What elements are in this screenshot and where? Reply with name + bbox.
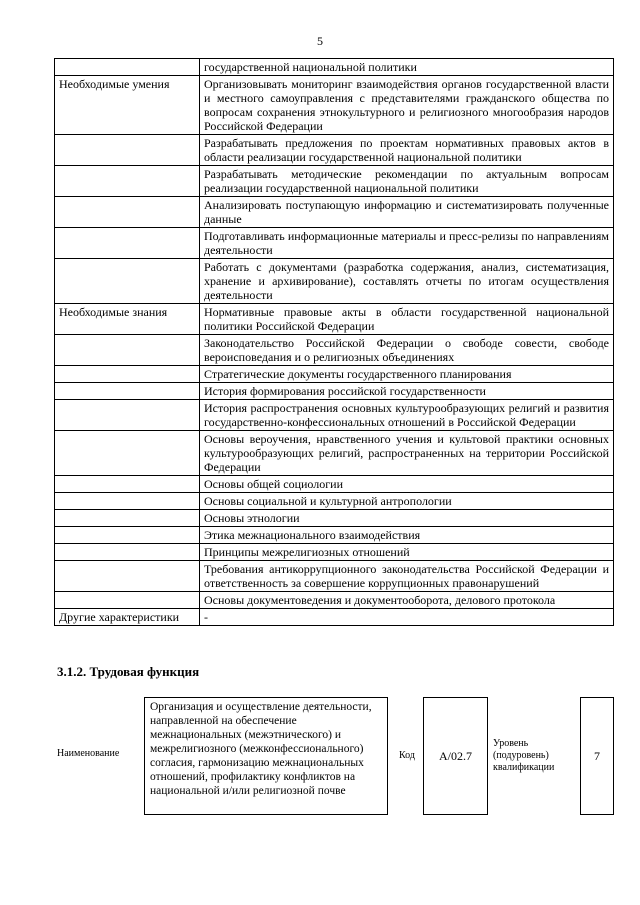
code-value-box — [423, 697, 488, 815]
row-content: Нормативные правовые акты в области государственной национальной политики Российской Федерации — [200, 304, 614, 335]
table-row — [55, 476, 614, 493]
row-content: Организовывать мониторинг взаимодействия органов государственной власти и местного самоуправления с представителями гражданского общества по вопросам сохранения этнокультурного и религиозного многообразия народов Российской Федерации — [200, 76, 614, 135]
section-heading: 3.1.2. Трудовая функция — [57, 664, 200, 679]
code-value: А/02.7 — [439, 748, 472, 763]
table-row — [55, 304, 614, 335]
table-row — [55, 335, 614, 366]
row-content: - — [200, 609, 614, 626]
level-label: Уровень (подуровень) квалификации — [493, 738, 555, 773]
row-content: Основы социальной и культурной антропологии — [200, 493, 614, 510]
table-row — [55, 59, 614, 76]
row-label — [55, 135, 200, 166]
table-row — [55, 76, 614, 135]
row-label — [55, 544, 200, 561]
row-label — [55, 510, 200, 527]
row-label — [55, 366, 200, 383]
row-label — [55, 527, 200, 544]
row-content: Основы общей социологии — [200, 476, 614, 493]
name-label: Наименование — [57, 748, 120, 759]
row-content: История формирования российской государственности — [200, 383, 614, 400]
table-row — [55, 135, 614, 166]
row-content: Анализировать поступающую информацию и систематизировать полученные данные — [200, 197, 614, 228]
competency-table — [54, 58, 614, 626]
row-label — [55, 166, 200, 197]
row-content: Подготавливать информационные материалы и пресс-релизы по направлениям деятельности — [200, 228, 614, 259]
table-row — [55, 561, 614, 592]
row-label — [55, 493, 200, 510]
row-label — [55, 197, 200, 228]
table-row — [55, 544, 614, 561]
row-content: Разрабатывать методические рекомендации по актуальным вопросам реализации государственной национальной политики — [200, 166, 614, 197]
row-label — [55, 259, 200, 304]
row-label — [55, 59, 200, 76]
table-row — [55, 510, 614, 527]
row-content: Основы этнологии — [200, 510, 614, 527]
row-label — [55, 592, 200, 609]
row-content: Принципы межрелигиозных отношений — [200, 544, 614, 561]
row-content: государственной национальной политики — [200, 59, 614, 76]
row-label-knowledge: Необходимые знания — [55, 304, 200, 335]
table-row — [55, 609, 614, 626]
row-label — [55, 561, 200, 592]
row-label — [55, 400, 200, 431]
row-content: Основы документоведения и документооборота, делового протокола — [200, 592, 614, 609]
table-row — [55, 383, 614, 400]
page-number: 5 — [317, 34, 323, 48]
row-content: Требования антикоррупционного законодательства Российской Федерации и ответственность за совершение коррупционных правонарушений — [200, 561, 614, 592]
level-value-box — [580, 697, 614, 815]
table-row — [55, 431, 614, 476]
function-name-box: Организация и осуществление деятельности, направленной на обеспечение межнациональных (межэтнического) и межрелигиозного (межконфессионального) согласия, гармонизацию межнациональных отношений, профилактику конфликтов на национальной и/или религиозной почве — [144, 697, 388, 815]
table-row — [55, 228, 614, 259]
code-label: Код — [399, 750, 415, 761]
row-label-skills: Необходимые умения — [55, 76, 200, 135]
row-content: Стратегические документы государственного планирования — [200, 366, 614, 383]
row-label — [55, 431, 200, 476]
table-row — [55, 400, 614, 431]
table-row — [55, 592, 614, 609]
table-row — [55, 493, 614, 510]
row-label — [55, 228, 200, 259]
table-row — [55, 366, 614, 383]
row-content: Основы вероучения, нравственного учения и культовой практики основных культурообразующих религий, распространенных на территории Российской Федерации — [200, 431, 614, 476]
row-content: Работать с документами (разработка содержания, анализ, систематизация, хранение и архивирование), составлять отчеты по итогам осуществления деятельности — [200, 259, 614, 304]
table-row — [55, 527, 614, 544]
level-value: 7 — [594, 748, 600, 763]
table-row — [55, 197, 614, 228]
row-label — [55, 383, 200, 400]
table-row — [55, 259, 614, 304]
row-label-other: Другие характеристики — [55, 609, 200, 626]
row-label — [55, 335, 200, 366]
row-content: Законодательство Российской Федерации о свободе совести, свободе вероисповедания и о религиозных объединениях — [200, 335, 614, 366]
row-content: Этика межнационального взаимодействия — [200, 527, 614, 544]
row-content: Разрабатывать предложения по проектам нормативных правовых актов в области реализации государственной национальной политики — [200, 135, 614, 166]
row-label — [55, 476, 200, 493]
table-row — [55, 166, 614, 197]
row-content: История распространения основных культурообразующих религий и развития государственно-конфессиональных отношений в Российской Федерации — [200, 400, 614, 431]
